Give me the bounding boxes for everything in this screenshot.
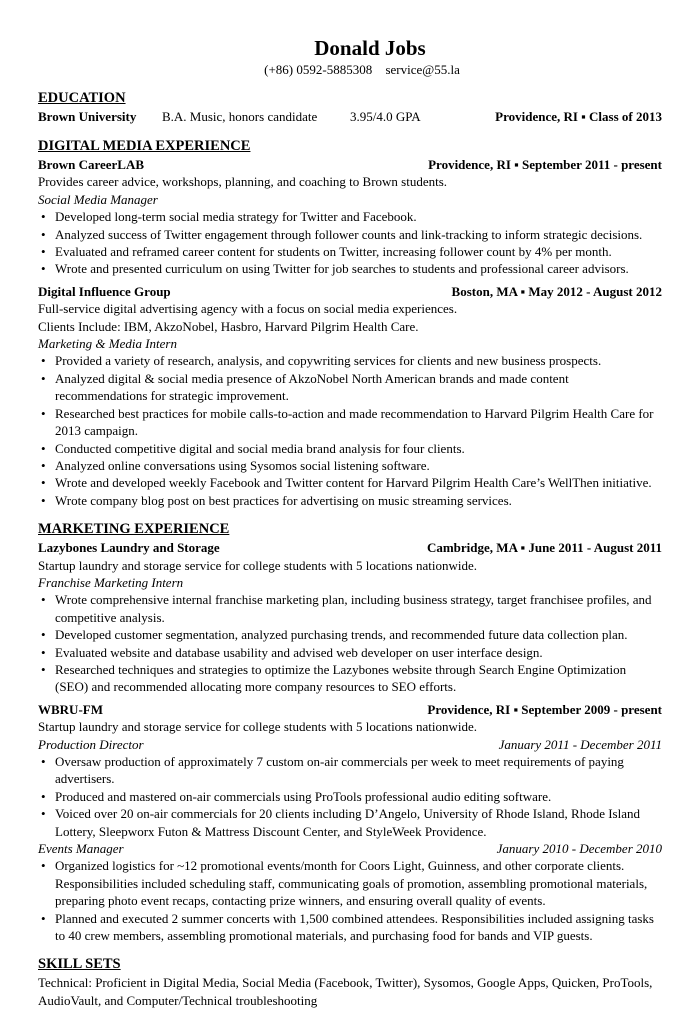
bullet-list xyxy=(38,352,662,509)
bullet-icon: • xyxy=(41,788,46,804)
list-item xyxy=(38,440,662,457)
email-address: service@55.la xyxy=(385,62,460,77)
entry-location: Cambridge, MA ▪ June 2011 - August 2011 xyxy=(426,540,662,556)
organization-description: Startup laundry and storage service for college students with 5 locations nationwide. xyxy=(38,719,477,735)
organization-description: Provides career advice, workshops, planning, and coaching to Brown students. xyxy=(38,174,448,190)
bullet-text: Planned and executed 2 summer concerts with 1,500 combined attendees. Responsibilities included assigning tasks to 40 crew members, assembling promotional materials, and purchasing food for bands and VIP guests. xyxy=(55,910,654,944)
entry-header xyxy=(38,539,662,556)
skills-text: Technical: Proficient in Digital Media, Social Media (Facebook, Twitter), Sysomos, Google Apps, Quicken, ProTools, AudioVault, and Computer/Technical troubleshooting xyxy=(38,975,653,1008)
organization-name: Brown CareerLAB xyxy=(38,157,145,172)
bullet-icon: • xyxy=(41,244,46,260)
entry-location: Providence, RI ▪ September 2011 - present xyxy=(428,157,662,172)
list-item xyxy=(38,591,662,626)
digital-media-heading: DIGITAL MEDIA EXPERIENCE xyxy=(38,138,251,154)
bullet-icon: • xyxy=(41,457,46,473)
organization-description: Startup laundry and storage service for college students with 5 locations nationwide. xyxy=(38,557,477,573)
list-item xyxy=(38,208,662,225)
bullet-icon: • xyxy=(41,353,46,369)
school-name: Brown University xyxy=(38,109,137,124)
list-item xyxy=(38,644,662,661)
experience-entry xyxy=(38,701,662,945)
bullet-text: Analyzed success of Twitter engagement through follower counts and link-tracking to inform strategic decisions. xyxy=(55,226,643,242)
list-item xyxy=(38,260,662,277)
bullet-text: Voiced over 20 on-air commercials for 20 clients including D’Angelo, University of Rhode Island, Rhode Island Lottery, Sleepworx Futon & Mattress Discount Center, and StyleWeek Providence. xyxy=(55,806,640,839)
bullet-icon: • xyxy=(41,492,46,508)
bullet-icon: • xyxy=(41,644,46,660)
bullet-icon: • xyxy=(41,475,46,491)
bullet-text: Wrote and presented curriculum on using Twitter for job searches to students and professional career advisors. xyxy=(55,261,629,277)
bullet-icon: • xyxy=(41,370,46,386)
organization-name: Digital Influence Group xyxy=(38,283,171,299)
experience-entry xyxy=(38,539,662,696)
bullet-text: Evaluated website and database usability and advised web developer on user interface design. xyxy=(55,644,543,660)
organization-description: Full-service digital advertising agency with a focus on social media experiences. xyxy=(38,301,458,317)
bullet-text: Analyzed online conversations using Sysomos social listening software. xyxy=(55,457,430,473)
bullet-icon: • xyxy=(41,209,46,225)
bullet-text: Developed long-term social media strategy for Twitter and Facebook. xyxy=(55,209,417,225)
role-dates: January 2010 - December 2010 xyxy=(496,841,662,857)
education-location: Providence, RI ▪ Class of 2013 xyxy=(495,109,662,124)
bullet-text: Wrote company blog post on best practices for advertising on music streaming services. xyxy=(55,492,512,508)
list-item xyxy=(38,352,662,369)
bullet-text: Wrote comprehensive internal franchise marketing plan, including business strategy, target franchisee profiles, and competitive analysis. xyxy=(55,592,652,625)
bullet-text: Conducted competitive digital and social media brand analysis for four clients. xyxy=(55,440,465,456)
entry-location: Providence, RI ▪ September 2009 - present xyxy=(427,701,662,717)
role-title: Marketing & Media Intern xyxy=(38,336,177,352)
bullet-text: Researched best practices for mobile calls-to-action and made recommendation to Harvard Pilgrim Health Care for 2013 campaign. xyxy=(55,405,654,439)
organization-name: Lazybones Laundry and Storage xyxy=(38,540,220,556)
entry-header xyxy=(38,283,662,300)
bullet-text: Analyzed digital & social media presence of AkzoNobel North American brands and made content recommendations for strategic improvement. xyxy=(55,370,569,404)
list-item xyxy=(38,457,662,474)
education-heading: EDUCATION xyxy=(38,90,126,106)
bullet-icon: • xyxy=(41,910,46,926)
list-item xyxy=(38,492,662,509)
phone-number: (+86) 0592-5885308 xyxy=(264,62,373,77)
role-header xyxy=(38,840,662,857)
education-row xyxy=(38,108,662,126)
bullet-icon: • xyxy=(41,226,46,242)
list-item xyxy=(38,226,662,243)
bullet-list xyxy=(38,753,662,840)
list-item xyxy=(38,788,662,805)
bullet-list xyxy=(38,591,662,695)
bullet-icon: • xyxy=(41,592,46,608)
entry-header xyxy=(38,701,662,718)
resume-page xyxy=(38,34,662,1009)
list-item xyxy=(38,370,662,405)
skills-heading: SKILL SETS xyxy=(38,956,121,973)
list-item xyxy=(38,474,662,491)
marketing-heading: MARKETING EXPERIENCE xyxy=(38,521,230,538)
gpa: 3.95/4.0 GPA xyxy=(350,109,421,124)
entry-location: Boston, MA ▪ May 2012 - August 2012 xyxy=(451,283,662,299)
role-title: Events Manager xyxy=(38,841,124,857)
contact-line xyxy=(62,62,662,78)
bullet-icon: • xyxy=(41,440,46,456)
list-item xyxy=(38,805,662,840)
experience-entry xyxy=(38,283,662,509)
degree: B.A. Music, honors candidate xyxy=(162,109,318,124)
list-item xyxy=(38,753,662,788)
list-item xyxy=(38,626,662,643)
bullet-text: Developed customer segmentation, analyzed purchasing trends, and recommended future data collection plan. xyxy=(55,627,628,643)
bullet-text: Organized logistics for ~12 promotional events/month for Coors Light, Guinness, and other corporate clients. Responsibilities included scheduling staff, communicating goals of promotion, assembling promotional materials, preparing photo event recaps, contacting prize winners, and ensuring overall quality of events. xyxy=(55,858,648,909)
candidate-name: Donald Jobs xyxy=(314,36,426,60)
bullet-text: Researched techniques and strategies to optimize the Lazybones website through Search Engine Optimization (SEO) and recommended allocating more company resources to SEO efforts. xyxy=(55,661,627,695)
role-title: Social Media Manager xyxy=(38,191,158,207)
bullet-text: Wrote and developed weekly Facebook and Twitter content for Harvard Pilgrim Health Care’s WellThen initiative. xyxy=(55,475,652,491)
bullet-text: Provided a variety of research, analysis, and copywriting services for clients and new business prospects. xyxy=(55,353,602,369)
bullet-icon: • xyxy=(41,806,46,822)
list-item xyxy=(38,661,662,696)
bullet-text: Produced and mastered on-air commercials using ProTools professional audio editing software. xyxy=(55,788,552,804)
bullet-icon: • xyxy=(41,627,46,643)
entry-header xyxy=(38,156,662,173)
bullet-icon: • xyxy=(41,858,46,874)
organization-name: WBRU-FM xyxy=(38,701,103,717)
list-item xyxy=(38,405,662,440)
role-header xyxy=(38,736,662,753)
list-item xyxy=(38,243,662,260)
role-dates: January 2011 - December 2011 xyxy=(498,736,662,752)
experience-entry xyxy=(38,156,662,278)
bullet-icon: • xyxy=(41,261,46,277)
bullet-icon: • xyxy=(41,754,46,769)
bullet-text: Oversaw production of approximately 7 custom on-air commercials per week to meet requirements of paying advertisers. xyxy=(55,754,624,787)
role-title: Franchise Marketing Intern xyxy=(38,574,184,590)
bullet-icon: • xyxy=(41,661,46,677)
role-title: Production Director xyxy=(38,736,144,752)
bullet-list xyxy=(38,208,662,278)
list-item xyxy=(38,910,662,945)
bullet-list xyxy=(38,857,662,944)
bullet-icon: • xyxy=(41,405,46,421)
client-list: Clients Include: IBM, AkzoNobel, Hasbro, Harvard Pilgrim Health Care. xyxy=(38,318,419,334)
list-item xyxy=(38,857,662,909)
bullet-text: Evaluated and reframed career content for students on Twitter, increasing follower count by 4% per month. xyxy=(55,244,612,260)
